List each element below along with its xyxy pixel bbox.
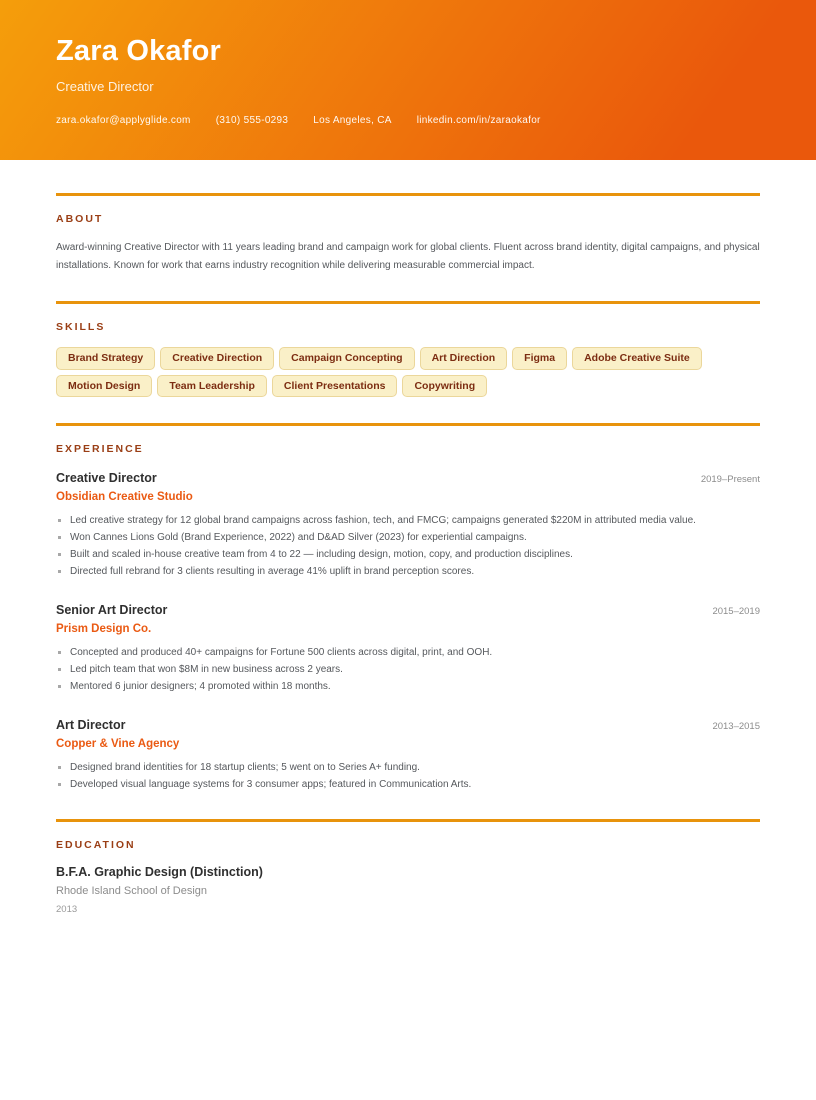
bullet-text: Built and scaled in-house creative team from 4 to 22 — including design, motion, copy, and production disciplines. [70, 549, 573, 560]
section-education [56, 819, 760, 915]
education-degree: B.F.A. Graphic Design (Distinction) [56, 865, 263, 879]
job-bullet [56, 759, 760, 776]
skill-pill: Brand Strategy [56, 347, 155, 370]
section-skills [56, 301, 760, 397]
contact-item: zara.okafor@applyglide.com [56, 115, 191, 126]
skill-pill: Art Direction [420, 347, 508, 370]
about-heading: ABOUT [56, 213, 104, 225]
job-company: Obsidian Creative Studio [56, 491, 193, 503]
section-experience [56, 423, 760, 793]
job-entry [56, 718, 760, 793]
skills-list [56, 347, 760, 397]
contact-item: (310) 555-0293 [215, 115, 289, 126]
skill-pill: Motion Design [56, 375, 152, 398]
job-bullets [56, 759, 760, 793]
job-entry [56, 471, 760, 580]
contact-item: linkedin.com/in/zaraokafor [416, 115, 541, 126]
job-title: Creative Director [56, 471, 157, 485]
bullet-icon [58, 553, 61, 556]
education-school: Rhode Island School of Design [56, 885, 208, 897]
bullet-icon [58, 651, 61, 654]
bullet-text: Concepted and produced 40+ campaigns for Fortune 500 clients across digital, print, and OOH. [70, 647, 493, 658]
job-bullets [56, 644, 760, 695]
bullet-text: Directed full rebrand for 3 clients resulting in average 41% uplift in brand perception scores. [70, 566, 475, 577]
contact-row [56, 115, 760, 126]
job-bullets [56, 512, 760, 580]
bullet-text: Designed brand identities for 18 startup clients; 5 went on to Series A+ funding. [70, 762, 420, 773]
skill-pill: Creative Direction [160, 347, 274, 370]
bullet-icon [58, 685, 61, 688]
bullet-text: Developed visual language systems for 3 consumer apps; featured in Communication Arts. [70, 779, 472, 790]
skill-pill: Figma [512, 347, 567, 370]
job-bullet [56, 529, 760, 546]
job-company: Prism Design Co. [56, 623, 152, 635]
section-about [56, 193, 760, 275]
bullet-icon [58, 536, 61, 539]
person-name: Zara Okafor [56, 35, 221, 67]
education-heading: EDUCATION [56, 839, 136, 851]
skill-pill: Adobe Creative Suite [572, 347, 702, 370]
bullet-text: Won Cannes Lions Gold (Brand Experience, 2022) and D&AD Silver (2023) for experiential campaigns. [70, 532, 527, 543]
bullet-icon [58, 570, 61, 573]
skills-heading: SKILLS [56, 321, 106, 333]
about-text: Award-winning Creative Director with 11 years leading brand and campaign work for global clients. Fluent across brand identity, digital campaigns, and physical installations. Known for work that earns industry recognition while delivering measurable commercial impact. [56, 242, 760, 271]
job-entry [56, 603, 760, 695]
job-bullet [56, 512, 760, 529]
bullet-text: Mentored 6 junior designers; 4 promoted within 18 months. [70, 681, 331, 692]
job-dates: 2015–2019 [712, 606, 760, 617]
job-bullet [56, 563, 760, 580]
jobs-list [56, 471, 760, 793]
experience-heading: EXPERIENCE [56, 443, 144, 455]
bullet-icon [58, 519, 61, 522]
education-year: 2013 [56, 904, 78, 915]
skill-pill: Team Leadership [157, 375, 267, 398]
job-bullet [56, 776, 760, 793]
job-bullet [56, 661, 760, 678]
job-title: Senior Art Director [56, 603, 168, 617]
skill-pill: Client Presentations [272, 375, 398, 398]
bullet-icon [58, 766, 61, 769]
job-company: Copper & Vine Agency [56, 738, 180, 750]
resume-body [0, 193, 816, 955]
job-title: Art Director [56, 718, 126, 732]
bullet-icon [58, 783, 61, 786]
skill-pill: Copywriting [402, 375, 487, 398]
job-dates: 2019–Present [700, 474, 760, 485]
job-bullet [56, 678, 760, 695]
contact-item: Los Angeles, CA [313, 115, 392, 126]
skill-pill: Campaign Concepting [279, 347, 414, 370]
job-bullet [56, 644, 760, 661]
job-bullet [56, 546, 760, 563]
bullet-text: Led pitch team that won $8M in new business across 2 years. [70, 664, 343, 675]
header [0, 0, 816, 160]
job-dates: 2013–2015 [712, 721, 760, 732]
bullet-text: Led creative strategy for 12 global brand campaigns across fashion, tech, and FMCG; campaigns generated $220M in attributed media value. [70, 515, 696, 526]
person-role: Creative Director [56, 79, 154, 94]
bullet-icon [58, 668, 61, 671]
